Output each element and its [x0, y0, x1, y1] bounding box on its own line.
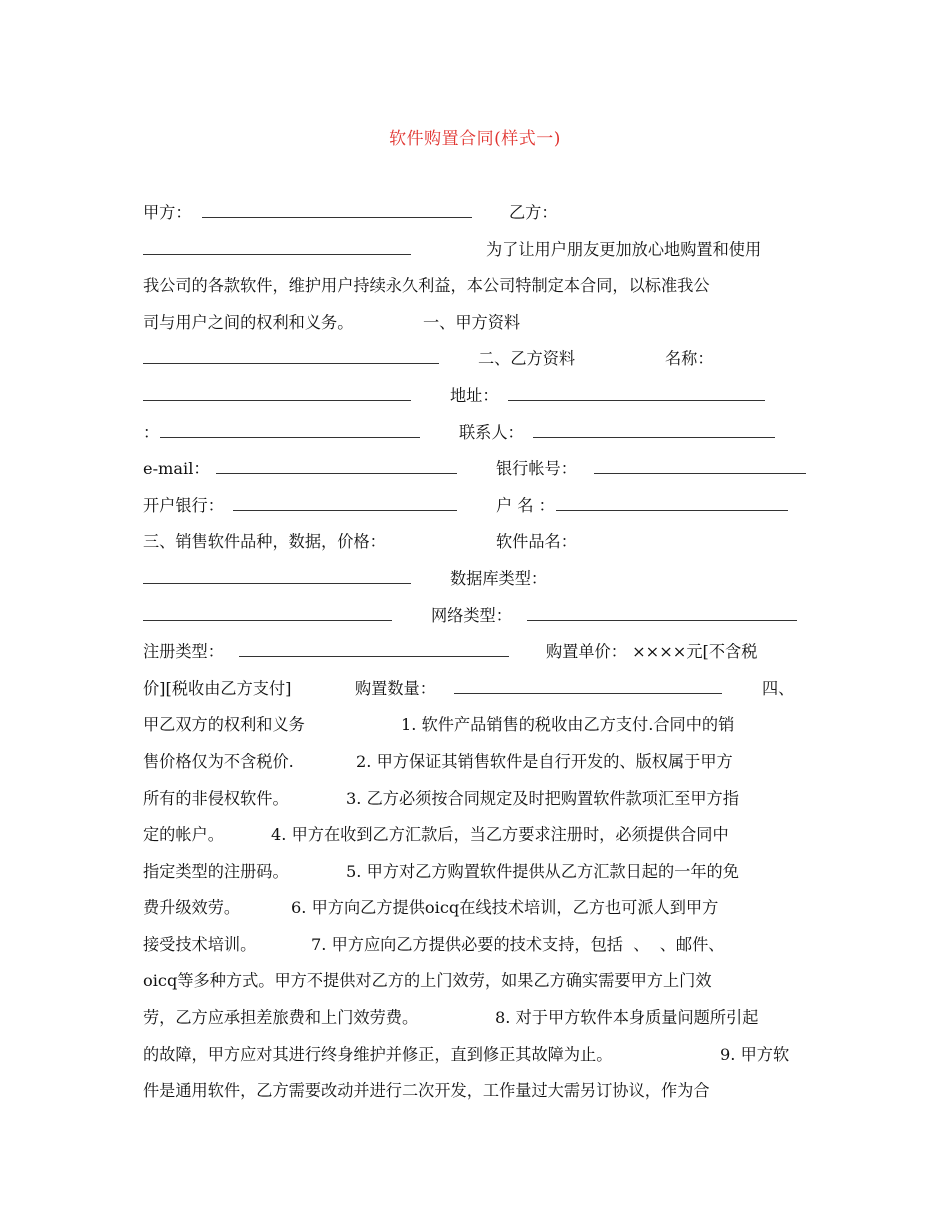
bank-label: 开户银行： [143, 495, 224, 515]
line-22 [143, 1000, 813, 1037]
tax-note: 价][税收由乙方支付] [143, 678, 292, 698]
line-11 [143, 598, 813, 635]
email-blank [216, 451, 457, 474]
intro-text-3: 司与用户之间的权利和义务。 [143, 312, 354, 332]
address-label: 地址： [450, 385, 499, 405]
clause-5-text: 5. 甲方对乙方购置软件提供从乙方汇款日起的一年的免 [346, 861, 739, 881]
clause-6-text: 6. 甲方向乙方提供oicq在线技术培训，乙方也可派人到甲方 [291, 898, 719, 918]
line-7 [143, 451, 813, 488]
clause-8-cont: 的故障，甲方应对其进行终身维护并修正，直到修正其故障为止。 [143, 1044, 613, 1064]
network-type-label: 网络类型： [431, 605, 512, 625]
line-10 [143, 561, 813, 598]
software-name-blank [143, 561, 411, 584]
clause-5-cont: 费升级效劳。 [143, 898, 241, 918]
line-23 [143, 1037, 813, 1074]
section-4-number: 四、 [762, 678, 795, 698]
party-a-info-blank [143, 341, 439, 364]
database-type-label: 数据库类型： [450, 568, 548, 588]
phone-colon: ： [143, 422, 160, 442]
line-8 [143, 488, 813, 525]
clause-9-cont: 件是通用软件，乙方需要改动并进行二次开发，工作量过大需另订协议，作为合 [143, 1081, 710, 1101]
clause-7-text: 7. 甲方应向乙方提供必要的技术支持，包括 、 、邮件、 [311, 934, 725, 954]
clause-1-text: 1. 软件产品销售的税收由乙方支付.合同中的销 [401, 715, 735, 735]
line-14 [143, 707, 813, 744]
bank-account-label: 银行帐号： [496, 459, 577, 479]
line-1 [143, 232, 813, 269]
line-19 [143, 890, 813, 927]
account-name-label: 户 名 ： [496, 495, 555, 515]
quantity-label: 购置数量： [355, 678, 436, 698]
clause-1-cont: 售价格仅为不含税价. [143, 751, 294, 771]
line-17 [143, 817, 813, 854]
database-type-blank [143, 598, 392, 621]
account-name-blank [556, 488, 788, 511]
clause-7-end: 劳，乙方应承担差旅费和上门效劳费。 [143, 1008, 419, 1028]
contact-label: 联系人： [459, 422, 524, 442]
section-1-heading: 一、甲方资料 [423, 312, 521, 332]
registration-type-blank [239, 634, 509, 657]
intro-text-2: 我公司的各款软件，维护用户持续永久利益，本公司特制定本合同，以标准我公 [143, 276, 710, 296]
line-4 [143, 341, 813, 378]
contract-body [143, 195, 813, 1110]
line-3 [143, 305, 813, 342]
clause-4-cont: 指定类型的注册码。 [143, 861, 289, 881]
line-6 [143, 415, 813, 452]
clause-3-cont: 定的帐户。 [143, 825, 224, 845]
clause-4-text: 4. 甲方在收到乙方汇款后，当乙方要求注册时，必须提供合同中 [271, 825, 729, 845]
line-13 [143, 671, 813, 708]
intro-text-1: 为了让用户朋友更加放心地购置和使用 [486, 239, 762, 259]
clause-2-text: 2. 甲方保证其销售软件是自行开发的、版权属于甲方 [356, 751, 733, 771]
section-4-heading: 甲乙双方的权利和义务 [143, 715, 305, 735]
party-a-blank [202, 195, 472, 218]
party-b-label: 乙方： [509, 203, 558, 222]
bank-blank [233, 488, 457, 511]
software-name-label: 软件品名： [496, 532, 577, 552]
address-blank [508, 378, 765, 401]
document-title: 软件购置合同(样式一) [389, 129, 561, 149]
network-type-blank [527, 598, 797, 621]
unit-price-text: 购置单价： ××××元[不含税 [546, 642, 758, 662]
party-b-blank [143, 232, 411, 255]
line-18 [143, 854, 813, 891]
phone-blank [160, 415, 420, 438]
line-5 [143, 378, 813, 415]
contact-blank [533, 415, 775, 438]
registration-type-label: 注册类型： [143, 642, 224, 662]
line-9 [143, 524, 813, 561]
line-15 [143, 744, 813, 781]
clause-9-text: 9. 甲方软 [720, 1044, 790, 1064]
name-blank [143, 378, 411, 401]
clause-2-cont: 所有的非侵权软件。 [143, 788, 289, 808]
quantity-blank [454, 671, 722, 694]
party-a-label: 甲方： [143, 203, 192, 222]
email-label: e-mail： [143, 459, 210, 479]
section-2-heading: 二、乙方资料 [478, 349, 576, 369]
bank-account-blank [594, 451, 806, 474]
clause-6-cont: 接受技术培训。 [143, 934, 257, 954]
line-2 [143, 268, 813, 305]
line-20 [143, 927, 813, 964]
clause-8-text: 8. 对于甲方软件本身质量问题所引起 [495, 1008, 759, 1028]
line-16 [143, 781, 813, 818]
clause-7-cont: oicq等多种方式。甲方不提供对乙方的上门效劳，如果乙方确实需要甲方上门效 [143, 971, 712, 991]
line-12 [143, 634, 813, 671]
line-24 [143, 1073, 813, 1110]
line-party-a-b [143, 195, 813, 232]
clause-3-text: 3. 乙方必须按合同规定及时把购置软件款项汇至甲方指 [346, 788, 739, 808]
section-3-heading: 三、销售软件品种，数据，价格： [143, 532, 386, 552]
line-21 [143, 963, 813, 1000]
name-label: 名称： [665, 349, 714, 369]
